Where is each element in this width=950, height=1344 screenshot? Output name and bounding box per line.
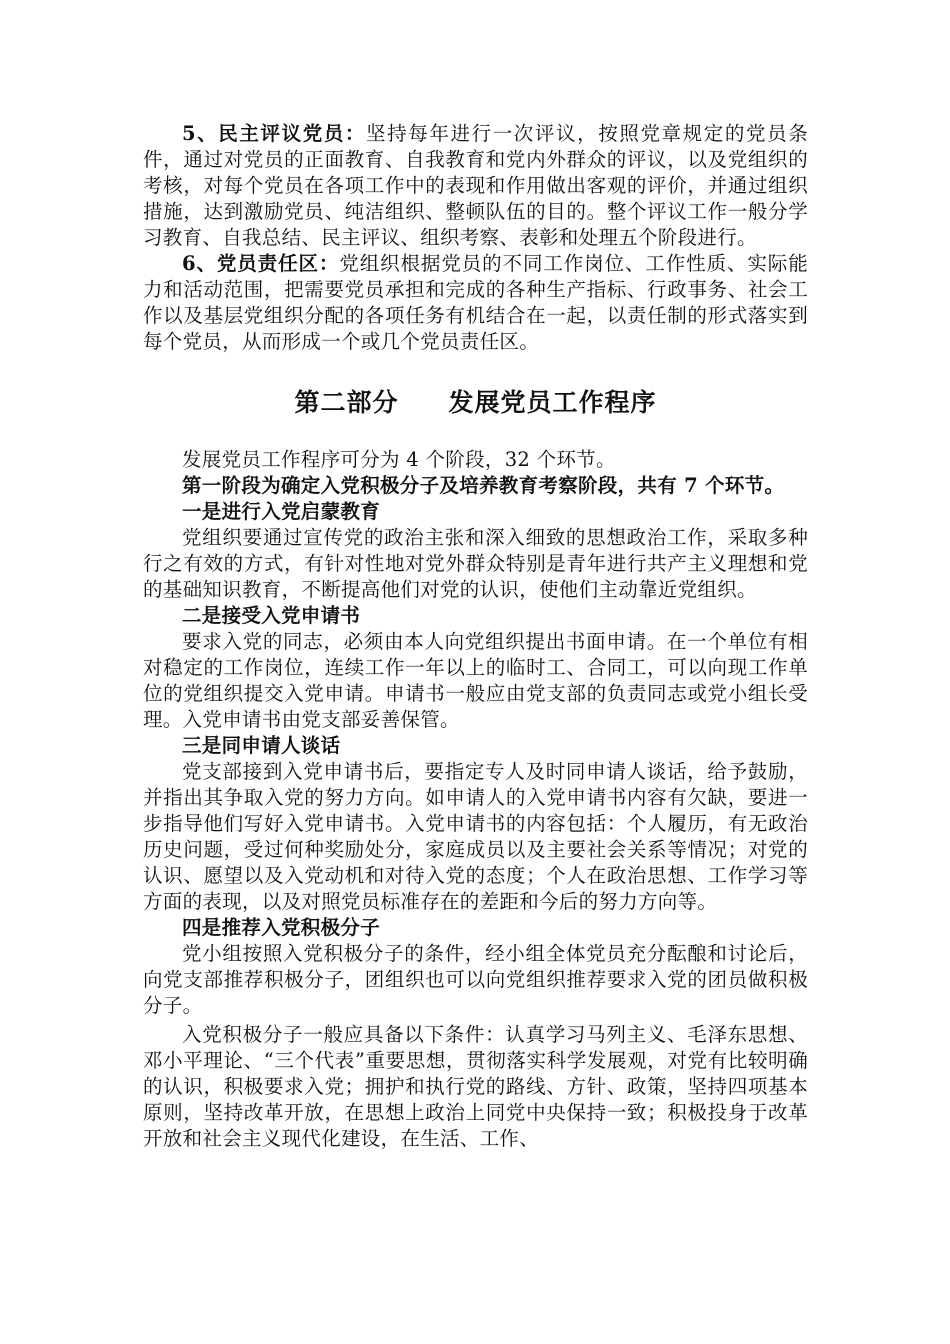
item5-text: 坚持每年进行一次评议，按照党章规定的党员条件，通过对党员的正面教育、自我教育和党内外群众的评议，以及党组织的考核，对每个党员在各项工作中的表现和作用做出客观的评价，并通过组织措施，达到激励党员、纯洁组织、整顿队伍的目的。整个评议工作一般分学习教育、自我总结、民主评议、组织考察、表彰和处理五个阶段进行。 — [143, 122, 808, 249]
section-title — [143, 388, 808, 418]
step4-text-1: 党小组按照入党积极分子的条件，经小组全体党员充分酝酿和讨论后，向党支部推荐积极分子，团组织也可以向党组织推荐要求入党的团员做积极分子。 — [143, 942, 808, 1017]
paragraph-item5 — [143, 121, 808, 251]
step1-heading: 一是进行入党启蒙教育 — [182, 500, 381, 523]
item6-label: 6、党员责任区： — [182, 252, 340, 275]
item5-label: 5、民主评议党员： — [182, 122, 367, 145]
step3-text: 党支部接到入党申请书后，要指定专人及时同申请人谈话，给予鼓励，并指出其争取入党的努力方向。如申请人的入党申请书内容有欠缺，要进一步指导他们写好入党申请书。入党申请书的内容包括：个人履历，有无政治历史问题，受过何种奖励处分，家庭成员以及主要社会关系等情况；对党的认识、愿望以及入党动机和对待入党的态度；个人在政治思想、工作学习等方面的表现，以及对照党员标准存在的差距和今后的努力方向等。 — [143, 760, 808, 913]
paragraph-item6 — [143, 251, 808, 355]
intro-paragraph: 发展党员工作程序可分为 4 个阶段，32 个环节。 — [182, 448, 616, 471]
step1-text: 党组织要通过宣传党的政治主张和深入细致的思想政治工作，采取多种行之有效的方式，有针对性地对党外群众特别是青年进行共产主义理想和党的基础知识教育，不断提高他们对党的认识，使他们主动靠近党组织。 — [143, 526, 808, 601]
step2-heading: 二是接受入党申请书 — [182, 604, 361, 627]
step3-heading: 三是同申请人谈话 — [182, 734, 341, 757]
document-body — [143, 121, 808, 1152]
item6-text: 党组织根据党员的不同工作岗位、工作性质、实际能力和活动范围，把需要党员承担和完成的各种生产指标、行政事务、社会工作以及基层党组织分配的各项任务有机结合在一起，以责任制的形式落实到每个党员，从而形成一个或几个党员责任区。 — [143, 252, 809, 353]
section-title-left: 第二部分 — [294, 388, 399, 417]
section-title-right: 发展党员工作程序 — [448, 388, 657, 417]
stage1-heading: 第一阶段为确定入党积极分子及培养教育考察阶段，共有 7 个环节。 — [182, 474, 785, 497]
step2-text: 要求入党的同志，必须由本人向党组织提出书面申请。在一个单位有相对稳定的工作岗位，连续工作一年以上的临时工、合同工，可以向现工作单位的党组织提交入党申请。申请书一般应由党支部的负责同志或党小组长受理。入党申请书由党支部妥善保管。 — [143, 630, 808, 731]
step4-heading: 四是推荐入党积极分子 — [182, 916, 381, 939]
step4-text-2: 入党积极分子一般应具备以下条件：认真学习马列主义、毛泽东思想、邓小平理论、“三个代表”重要思想，贯彻落实科学发展观，对党有比较明确的认识，积极要求入党；拥护和执行党的路线、方针、政策，坚持四项基本原则，坚持改革开放，在思想上政治上同党中央保持一致；积极投身于改革开放和社会主义现代化建设，在生活、工作、 — [143, 1023, 808, 1150]
